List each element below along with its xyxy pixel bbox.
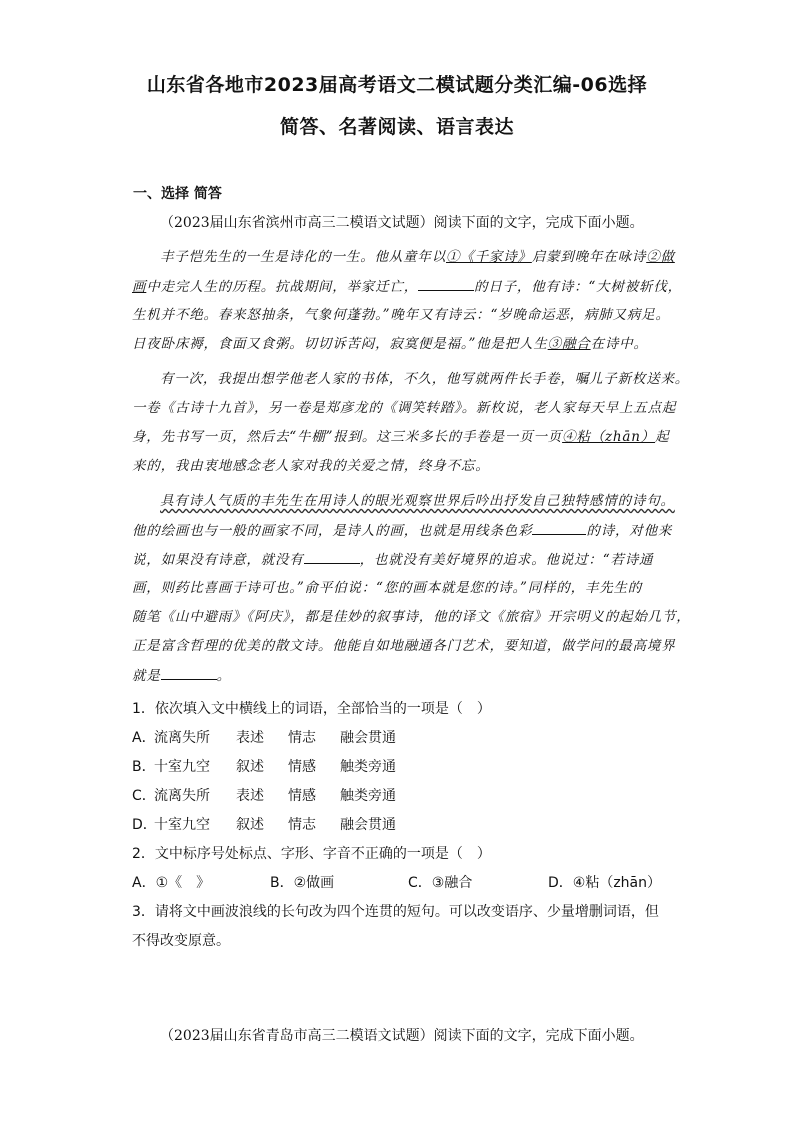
question-2-option-c[interactable]: C．③融合 (408, 875, 473, 891)
period: 。 (216, 668, 231, 684)
option-word: 十室九空 (154, 817, 210, 833)
option-word: 情志 (288, 817, 316, 833)
passage-p2-line-2: 一卷《古诗十九首》，另一卷是郑彦龙的《调笑转踏》。新枚说，老人家每天早上五点起 (132, 400, 677, 416)
text-run: 丰子恺先生的一生是诗化的一生。他从童年以 (160, 249, 446, 265)
option-word: 触类旁通 (340, 788, 396, 804)
question-1-option-c[interactable] (132, 787, 396, 805)
text-run: ，也就没有美好境界的追求。他说过：“若诗通 (359, 552, 654, 568)
option-label: A． (132, 730, 156, 746)
text-run: 起 (655, 429, 670, 445)
option-word: 叙述 (236, 817, 264, 833)
text-run: 他的绘画也与一般的画家不同，是诗人的画，也就是用线条色彩 (132, 523, 533, 539)
option-label: C． (132, 788, 156, 804)
question-2-stem: 2．文中标序号处标点、字形、字音不正确的一项是（ ） (132, 846, 491, 862)
marked-text-1: ①《千家诗》 (446, 249, 532, 265)
next-passage-intro: （2023届山东省青岛市高三二模语文试题）阅读下面的文字，完成下面小题。 (160, 1028, 644, 1044)
text-run: 身，先书写一页，然后去“牛棚”报到。这三米多长的手卷是一页一页 (132, 429, 563, 445)
option-word: 融会贯通 (340, 730, 396, 746)
text-run: 就是 (132, 668, 161, 684)
document-title-line-1: 山东省各地市2023届高考语文二模试题分类汇编-06选择 (146, 74, 648, 96)
text-run: 的诗，对他来 (586, 523, 673, 539)
text-run: 的日子，他有诗：“大树被斩伐， (474, 279, 682, 295)
passage-p3-line-1 (160, 492, 675, 510)
option-word: 触类旁通 (340, 759, 396, 775)
passage-p1-line-2 (132, 277, 682, 296)
question-1-option-d[interactable] (132, 816, 396, 834)
section-heading: 一、选择 简答 (133, 186, 222, 202)
passage-intro: （2023届山东省滨州市高三二模语文试题）阅读下面的文字，完成下面小题。 (160, 215, 644, 231)
passage-p3-line-7 (132, 666, 231, 685)
option-word: 表述 (236, 730, 264, 746)
text-run: 在诗中。 (590, 336, 648, 352)
question-3-stem-line-2: 不得改变原意。 (132, 933, 230, 949)
fill-blank-3 (304, 550, 360, 564)
option-label: B． (132, 759, 156, 775)
question-2-options (132, 874, 661, 892)
question-1-option-b[interactable] (132, 758, 396, 776)
question-2-option-a[interactable]: A．①《 》 (132, 875, 211, 891)
marked-text-2b: 画 (132, 279, 147, 295)
option-word: 表述 (236, 788, 264, 804)
text-run: 启蒙到晚年在咏诗 (531, 249, 647, 265)
passage-p1-line-4 (132, 335, 648, 353)
marked-text-4: ④粘（zhān） (562, 429, 656, 445)
question-1-option-a[interactable] (132, 729, 396, 747)
option-word: 融会贯通 (340, 817, 396, 833)
fill-blank-4 (161, 666, 217, 680)
option-word: 情志 (288, 730, 316, 746)
passage-p3-line-5: 随笔《山中避雨》《阿庆》，都是佳妙的叙事诗，他的译文《旅宿》开宗明义的起始几节， (132, 609, 691, 625)
wavy-underlined-sentence: 具有诗人气质的丰先生在用诗人的眼光观察世界后吟出抒发自己独特感情的诗句。 (160, 493, 675, 509)
text-run: 中走完人生的历程。抗战期间，举家迁亡， (146, 279, 419, 295)
passage-p3-line-4: 画，则药比喜画于诗可也。”俞平伯说：“您的画本就是您的诗。”同样的，丰先生的 (132, 580, 643, 596)
question-1-stem: 1．依次填入文中横线上的词语，全部恰当的一项是（ ） (132, 701, 491, 717)
question-2-option-b[interactable]: B．②做画 (270, 875, 335, 891)
option-word: 情感 (288, 788, 316, 804)
marked-text-3: ③融合 (547, 336, 591, 352)
question-3-stem-line-1: 3．请将文中画波浪线的长句改为四个连贯的短句。可以改变语序、少量增删词语，但 (132, 904, 659, 920)
passage-p2-line-1: 有一次，我提出想学他老人家的书体，不久，他写就两件长手卷，嘱儿子新枚送来。 (160, 371, 690, 387)
passage-p3-line-2 (132, 521, 672, 540)
option-label: D． (132, 817, 157, 833)
option-word: 叙述 (236, 759, 264, 775)
passage-p2-line-3 (132, 428, 669, 446)
passage-p1-line-1 (160, 248, 675, 266)
passage-p2-line-4: 来的，我由衷地感念老人家对我的关爱之情，终身不忘。 (132, 458, 490, 474)
fill-blank-1 (418, 277, 474, 291)
marked-text-2: ②做 (646, 249, 675, 265)
option-word: 十室九空 (154, 759, 210, 775)
option-word: 流离失所 (154, 788, 210, 804)
question-2-option-d[interactable]: D．④粘（zhān） (548, 875, 662, 891)
option-word: 情感 (288, 759, 316, 775)
passage-p3-line-3 (132, 550, 653, 569)
text-run: 日夜卧床褥，食面又食粥。切切诉苦闷，寂寞便是福。”他是把人生 (132, 336, 548, 352)
document-title-line-2: 简答、名著阅读、语言表达 (279, 116, 514, 138)
option-word: 流离失所 (154, 730, 210, 746)
passage-p1-line-3: 生机并不绝。春来怒抽条，气象何蓬勃。”晚年又有诗云：“岁晚命运恶，病肺又病足。 (132, 307, 670, 323)
passage-p3-line-6: 正是富含哲理的优美的散文诗。他能自如地融通各门艺术，要知道，做学问的最高境界 (132, 638, 676, 654)
text-run: 说，如果没有诗意，就没有 (132, 552, 304, 568)
fill-blank-2 (532, 521, 586, 535)
